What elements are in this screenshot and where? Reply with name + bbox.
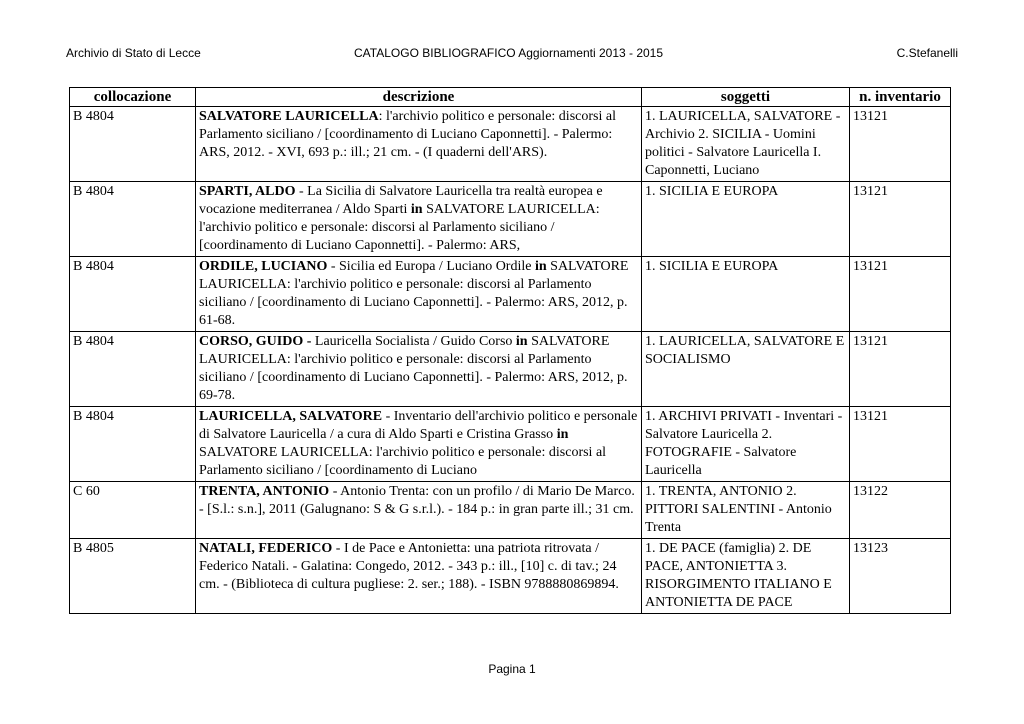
cell-descrizione xyxy=(196,182,642,257)
header-catalog-title: CATALOGO BIBLIOGRAFICO Aggiornamenti 2013 - 2015 xyxy=(354,46,664,60)
cell-descrizione xyxy=(196,407,642,482)
desc-author: NATALI, FEDERICO xyxy=(199,541,333,556)
cell-soggetti xyxy=(642,332,850,407)
soggetti-text: 1. ARCHIVI PRIVATI - Inventari - Salvatore Lauricella 2. FOTOGRAFIE - Salvatore Lauricella xyxy=(645,409,843,478)
cell-inventario: 13123 xyxy=(850,539,951,614)
desc-text-tail: SALVATORE LAURICELLA: l'archivio politico e personale: discorsi al Parlamento siciliano / [coordinamento di Luciano Caponnetti]. - Palermo: ARS, 2012, p. 61-68. xyxy=(199,259,629,328)
table-row xyxy=(70,257,951,332)
soggetti-text: 1. LAURICELLA, SALVATORE E SOCIALISMO xyxy=(645,334,845,367)
soggetti-text: 1. SICILIA E EUROPA xyxy=(645,184,779,199)
column-header-descrizione: descrizione xyxy=(196,88,642,107)
desc-text-tail: SALVATORE LAURICELLA: l'archivio politico e personale: discorsi al Parlamento siciliano / [coordinamento di Luciano Caponnetti]. - Palermo: ARS, xyxy=(199,202,600,253)
desc-text: - Inventario dell'archivio politico e personale di Salvatore Lauricella / a cura di Aldo Sparti e Cristina Grasso xyxy=(199,409,638,442)
catalog-table xyxy=(69,87,951,614)
desc-author: TRENTA, ANTONIO xyxy=(199,484,330,499)
desc-author: ORDILE, LUCIANO xyxy=(199,259,328,274)
cell-descrizione xyxy=(196,107,642,182)
header-author: C.Stefanelli xyxy=(896,46,958,60)
column-header-inventario: n. inventario xyxy=(850,88,951,107)
cell-inventario: 13122 xyxy=(850,482,951,539)
desc-in-keyword: in xyxy=(534,259,547,274)
cell-descrizione xyxy=(196,257,642,332)
soggetti-text: 1. DE PACE (famiglia) 2. DE PACE, ANTONIETTA 3. RISORGIMENTO ITALIANO E ANTONIETTA DE PACE xyxy=(645,541,832,610)
desc-text: Lauricella Socialista / Guido Corso xyxy=(311,334,516,349)
cell-soggetti xyxy=(642,539,850,614)
table-row xyxy=(70,407,951,482)
cell-descrizione xyxy=(196,539,642,614)
cell-inventario: 13121 xyxy=(850,182,951,257)
desc-text: - La Sicilia di Salvatore Lauricella tra realtà europea e vocazione mediterranea / Aldo Sparti xyxy=(199,184,603,217)
cell-soggetti xyxy=(642,182,850,257)
desc-text: : l'archivio politico e personale: discorsi al Parlamento siciliano / [coordinamento di Luciano Caponnetti]. - Palermo: ARS, 2012. - XVI, 693 p.: ill.; 21 cm. - (I quaderni dell'ARS). xyxy=(199,109,616,160)
table-header-row xyxy=(70,88,951,107)
cell-inventario: 13121 xyxy=(850,107,951,182)
desc-text-tail: SALVATORE LAURICELLA: l'archivio politico e personale: discorsi al Parlamento siciliano / [coordinamento di Luciano xyxy=(199,445,607,478)
desc-in-keyword: in xyxy=(515,334,528,349)
desc-text: - Sicilia ed Europa / Luciano Ordile xyxy=(327,259,535,274)
cell-collocazione: B 4805 xyxy=(70,539,196,614)
cell-collocazione: B 4804 xyxy=(70,182,196,257)
cell-inventario: 13121 xyxy=(850,332,951,407)
table-row xyxy=(70,482,951,539)
desc-author: LAURICELLA, SALVATORE xyxy=(199,409,383,424)
table-row xyxy=(70,539,951,614)
cell-descrizione xyxy=(196,332,642,407)
soggetti-text: 1. SICILIA E EUROPA xyxy=(645,259,779,274)
table-row xyxy=(70,107,951,182)
desc-text-tail: SALVATORE LAURICELLA: l'archivio politico e personale: discorsi al Parlamento siciliano / [coordinamento di Luciano Caponnetti]. - Palermo: ARS, 2012, p. 69-78. xyxy=(199,334,628,403)
desc-text: - I de Pace e Antonietta: una patriota ritrovata / Federico Natali. - Galatina: Congedo, 2012. - 343 p.: ill., [10] c. di tav.; 24 cm. - (Biblioteca di cultura pugliese: 2. ser.; 188). - ISBN 9788880869894. xyxy=(199,541,619,592)
desc-author: SALVATORE LAURICELLA xyxy=(199,109,379,124)
cell-collocazione: C 60 xyxy=(70,482,196,539)
soggetti-text: 1. LAURICELLA, SALVATORE - Archivio 2. SICILIA - Uomini politici - Salvatore Lauricella I. Caponnetti, Luciano xyxy=(645,109,841,178)
column-header-collocazione: collocazione xyxy=(70,88,196,107)
page-number: Pagina 1 xyxy=(488,662,536,676)
cell-inventario: 13121 xyxy=(850,407,951,482)
cell-soggetti xyxy=(642,482,850,539)
header-archive-name: Archivio di Stato di Lecce xyxy=(66,46,201,60)
desc-author: CORSO, GUIDO - xyxy=(199,334,312,349)
cell-descrizione xyxy=(196,482,642,539)
soggetti-text: 1. TRENTA, ANTONIO 2. PITTORI SALENTINI - Antonio Trenta xyxy=(645,484,832,535)
cell-collocazione: B 4804 xyxy=(70,332,196,407)
desc-author: SPARTI, ALDO xyxy=(199,184,296,199)
cell-soggetti xyxy=(642,407,850,482)
cell-soggetti xyxy=(642,107,850,182)
table-row xyxy=(70,332,951,407)
table-row xyxy=(70,182,951,257)
cell-inventario: 13121 xyxy=(850,257,951,332)
desc-text: - Antonio Trenta: con un profilo / di Mario De Marco. - [S.l.: s.n.], 2011 (Galugnano: S & G s.r.l.). - 184 p.: in gran parte ill.; 31 cm. xyxy=(199,484,635,517)
desc-in-keyword: in xyxy=(556,427,569,442)
cell-soggetti xyxy=(642,257,850,332)
cell-collocazione: B 4804 xyxy=(70,107,196,182)
column-header-soggetti: soggetti xyxy=(642,88,850,107)
desc-in-keyword: in xyxy=(410,202,423,217)
cell-collocazione: B 4804 xyxy=(70,407,196,482)
cell-collocazione: B 4804 xyxy=(70,257,196,332)
